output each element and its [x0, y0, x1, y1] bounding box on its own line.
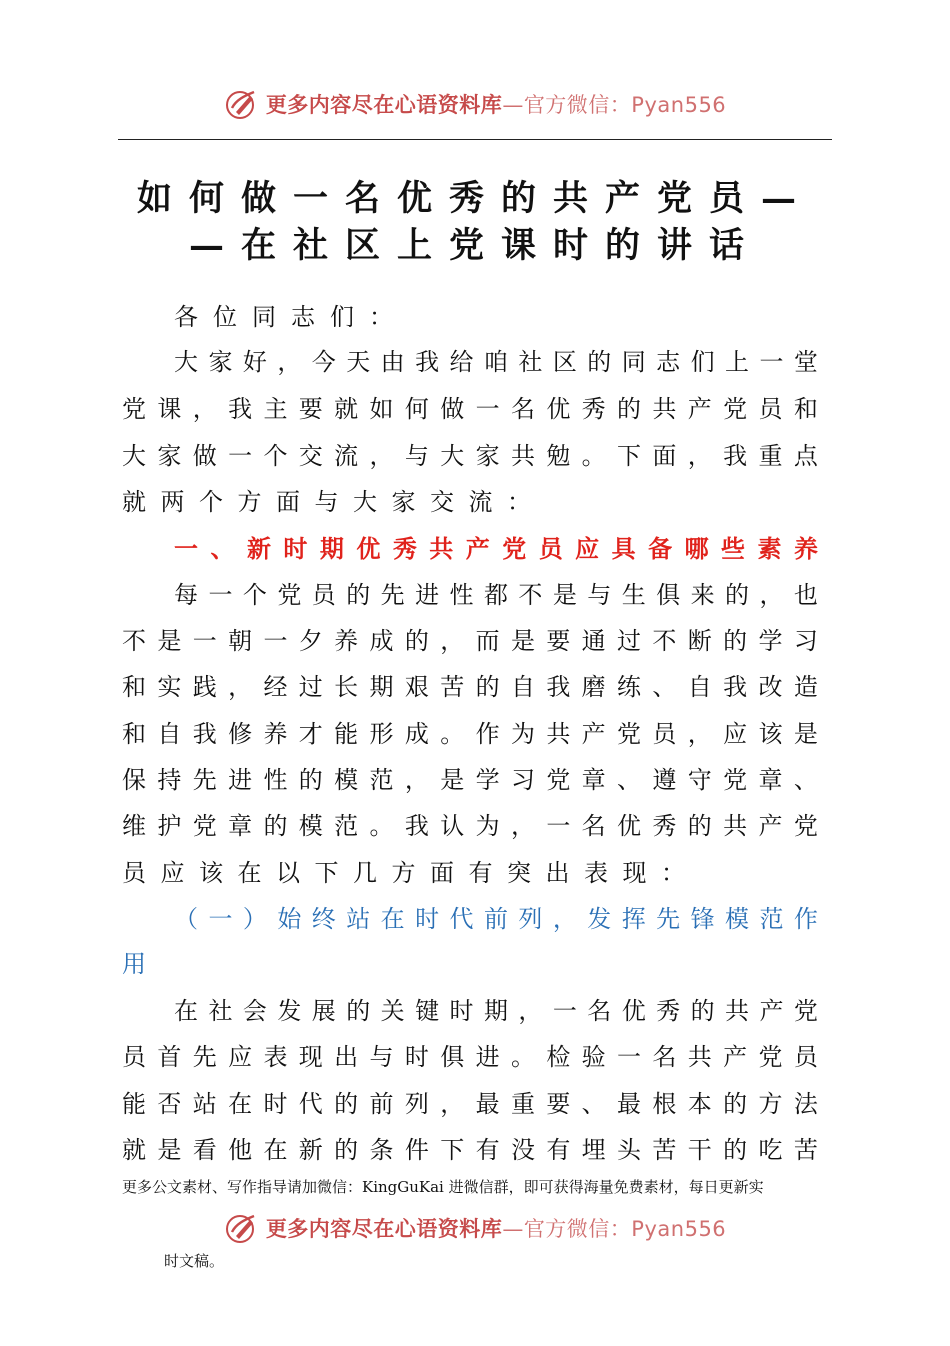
- paragraph-line: 就两个方面与大家交流：: [122, 488, 546, 516]
- paragraph-line: 和 自 我 修 养 才 能 形 成 。 作 为 共 产 党 员 ， 应 该 是: [122, 720, 818, 748]
- title-line-1: 如何做一名优秀的共产党员—: [136, 178, 813, 219]
- paragraph-line: 员应该在以下几方面有突出表现：: [122, 859, 700, 887]
- watermark-brand: 更多内容尽在心语资料库: [265, 93, 503, 117]
- footer-watermark: [0, 1208, 950, 1248]
- watermark-contact: —官方微信：Pyan556: [502, 1217, 727, 1241]
- watermark-brand: 更多内容尽在心语资料库: [265, 1217, 503, 1241]
- pen-logo-icon: [224, 86, 260, 122]
- paragraph-line: 不 是 一 朝 一 夕 养 成 的 ， 而 是 要 通 过 不 断 的 学 习: [122, 627, 818, 655]
- paragraph-line: 员 首 先 应 表 现 出 与 时 俱 进 。 检 验 一 名 共 产 党 员: [122, 1043, 818, 1071]
- paragraph-line: 维 护 党 章 的 模 范 。 我 认 为 ， 一 名 优 秀 的 共 产 党: [122, 812, 818, 840]
- greeting-line: 各位同志们：: [174, 303, 408, 331]
- paragraph-line: 在 社 会 发 展 的 关 键 时 期 ， 一 名 优 秀 的 共 产 党: [174, 997, 818, 1025]
- watermark-contact: —官方微信：Pyan556: [502, 93, 727, 117]
- paragraph-line: 大 家 做 一 个 交 流 ， 与 大 家 共 勉 。 下 面 ， 我 重 点: [122, 442, 818, 470]
- header-watermark: [0, 84, 950, 124]
- paragraph-line: 党 课 ， 我 主 要 就 如 何 做 一 名 优 秀 的 共 产 党 员 和: [122, 395, 818, 423]
- footer-note-line-2: 时文稿。: [164, 1252, 225, 1270]
- paragraph-line: 能 否 站 在 时 代 的 前 列 ， 最 重 要 、 最 根 本 的 方 法: [122, 1090, 818, 1118]
- title-line-2: —在社区上党课时的讲话: [188, 225, 761, 266]
- watermark-text: [266, 89, 726, 119]
- footer-note-line-1: 更多公文素材、写作指导请加微信：KingGuKai 进微信群，即可获得海量免费素材，每日更新实: [122, 1178, 764, 1196]
- paragraph-line: 保 持 先 进 性 的 模 范 ， 是 学 习 党 章 、 遵 守 党 章 、: [122, 766, 818, 794]
- paragraph-line: 和 实 践 ， 经 过 长 期 艰 苦 的 自 我 磨 练 、 自 我 改 造: [122, 673, 818, 701]
- header-divider: [118, 139, 832, 140]
- paragraph-line: 大 家 好 ， 今 天 由 我 给 咱 社 区 的 同 志 们 上 一 堂: [174, 348, 818, 376]
- subsection-heading: （ 一 ） 始 终 站 在 时 代 前 列 ， 发 挥 先 锋 模 范 作: [174, 905, 818, 933]
- paragraph-line: 就 是 看 他 在 新 的 条 件 下 有 没 有 埋 头 苦 干 的 吃 苦: [122, 1136, 818, 1164]
- subsection-heading: 用: [122, 950, 146, 978]
- watermark-text: [266, 1213, 726, 1243]
- paragraph-line: 每 一 个 党 员 的 先 进 性 都 不 是 与 生 俱 来 的 ， 也: [174, 581, 818, 609]
- pen-logo-icon: [224, 1210, 260, 1246]
- section-heading: 一 、 新 时 期 优 秀 共 产 党 员 应 具 备 哪 些 素 养: [174, 534, 818, 563]
